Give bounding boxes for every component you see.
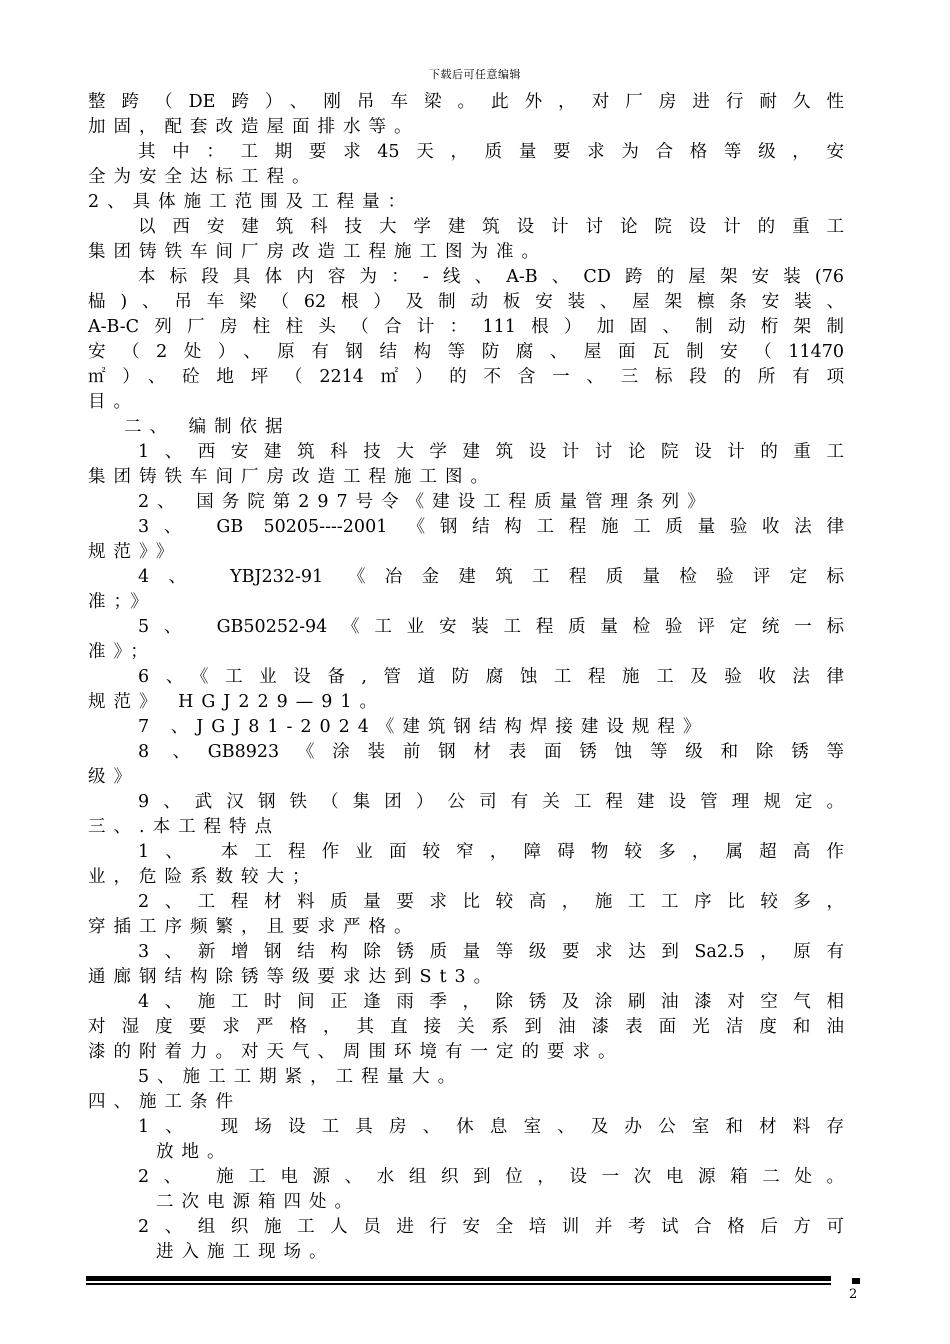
document-body: [88, 90, 844, 1265]
list-item: 2、工程材料质量要求比较高，施工工序比较多，: [138, 892, 844, 912]
text-line: 规范》》: [88, 542, 182, 562]
text-line: A-B-C列厂房柱柱头（合计：111根）加固、制动桁架制: [88, 317, 844, 337]
text-line: 以西安建筑科技大学建筑设计讨论院设计的重工: [138, 217, 844, 237]
list-item: 7 、JGJ81-2024《建筑钢结构焊接建设规程》: [138, 717, 709, 737]
text-line: 准；》: [88, 592, 156, 612]
text-line: 级》: [88, 767, 139, 787]
text-line: 通廊钢结构除锈等级要求达到St3。: [88, 967, 500, 987]
list-item: 1、西安建筑科技大学建筑设计讨论院设计的重工: [138, 442, 844, 462]
text-line: 加固，配套改造屋面排水等。: [88, 117, 420, 137]
text-line: 规范》 HGJ229—91。: [88, 692, 385, 712]
list-item: 9、武汉钢铁（集团）公司有关工程建设管理规定。: [138, 792, 844, 812]
section-heading: 三、.本工程特点: [88, 817, 281, 837]
list-item: 3、新增钢结构除锈质量等级要求达到Sa2.5，原有: [138, 942, 844, 962]
text-line: 穿插工序频繁，且要求严格。: [88, 917, 420, 937]
section-heading: 四、施工条件: [88, 1092, 241, 1112]
text-line: 放地。: [156, 1142, 233, 1162]
text-line: 集团铸铁车间厂房改造工程施工图。: [88, 467, 496, 487]
footer-rule-thick: [86, 1276, 831, 1281]
text-line: 全为安全达标工程。: [88, 167, 318, 187]
list-item: 2、 国务院第297号令《建设工程质量管理条列》: [138, 492, 713, 512]
list-item: 4、施工时间正逢雨季，除锈及涂刷油漆对空气相: [138, 992, 844, 1012]
footer-rule-thin: [86, 1283, 831, 1285]
text-line: ㎡）、砼地坪（2214㎡）的不含一、三标段的所有项: [88, 367, 844, 387]
list-item: 5、施工工期紧，工程量大。: [138, 1067, 464, 1087]
list-item: 6、《工业设备,管道防腐蚀工程施工及验收法律: [138, 667, 844, 687]
text-line: 榀)、吊车梁（62根）及制动板安装、屋架檩条安装、: [88, 292, 844, 312]
section-heading: 二、 编制依据: [124, 417, 291, 437]
text-line: 目。: [88, 392, 139, 412]
text-line: 业，危险系数较大；: [88, 867, 318, 887]
text-line: 对湿度要求严格，其直接关系到油漆表面光洁度和油: [88, 1017, 844, 1037]
list-item: 4、 YBJ232-91 《冶金建筑工程质量检验评定标: [138, 567, 844, 587]
list-item: 2、组织施工人员进行安全培训并考试合格后方可: [138, 1217, 844, 1237]
text-line: 进入施工现场。: [156, 1242, 335, 1262]
text-line: 其中：工期要求45天，质量要求为合格等级，安: [138, 142, 844, 162]
list-item: 1、 本工程作业面较窄，障碍物较多，属超高作: [138, 842, 844, 862]
text-line: 准》；: [88, 642, 156, 662]
list-item: 2、 施工电源、水组织到位，设一次电源箱二处。: [138, 1167, 844, 1187]
footer-square-mark: [852, 1278, 860, 1284]
list-item: 5、 GB50252-94《工业安装工程质量检验评定统一标: [138, 617, 844, 637]
page-number: 2: [849, 1287, 858, 1302]
section-heading: 2、具体施工范围及工程量：: [88, 192, 414, 212]
page-header: 下载后可任意编辑: [429, 68, 521, 81]
text-line: 二次电源箱四处。: [156, 1192, 360, 1212]
list-item: 3、 GB 50205----2001 《钢结构工程施工质量验收法律: [138, 517, 844, 537]
text-line: 整跨（DE跨）、刚吊车梁。此外，对厂房进行耐久性: [88, 92, 844, 112]
text-line: 集团铸铁车间厂房改造工程施工图为准。: [88, 242, 547, 262]
list-item: 8 、GB8923《涂装前钢材表面锈蚀等级和除锈等: [138, 742, 844, 762]
text-line: 本标段具体内容为：-线、A-B、CD跨的屋架安装(76: [138, 267, 844, 287]
list-item: 1、 现场设工具房、休息室、及办公室和材料存: [138, 1117, 844, 1137]
text-line: 安（2处）、原有钢结构等防腐、屋面瓦制安（11470: [88, 342, 844, 362]
text-line: 漆的附着力。对天气、周围环境有一定的要求。: [88, 1042, 624, 1062]
